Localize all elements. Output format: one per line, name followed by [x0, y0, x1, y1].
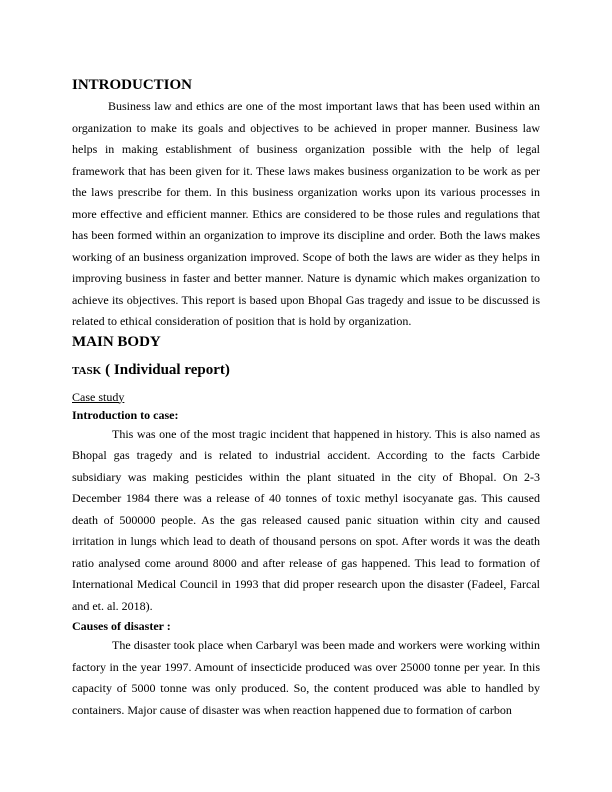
intro-case-heading: Introduction to case: [72, 407, 179, 422]
task-label: TASK [72, 364, 102, 377]
page-content [72, 76, 540, 721]
causes-paragraph: The disaster took place when Carbaryl was been made and workers were working within factory in the year 1997. Amount of insecticide produced was over 25000 tonne per year. In this capacity of 5000 tonne was only produced. So, the content produced was able to handled by containers. Major cause of disaster was when reaction happened due to formation of carbon [72, 638, 540, 717]
intro-case-paragraph: This was one of the most tragic incident that happened in history. This is also named as Bhopal gas tragedy and is related to industrial accident. According to the facts Carbide subsidiary was making pesticides within the plant situated in the city of Bhopal. On 2-3 December 1984 there was a release of 40 tonnes of toxic methyl isocyanate gas. This caused death of 500000 people. As the gas released caused panic situation within city and caused irritation in lungs which lead to death of thousand persons on spot. After words it was the death ratio analysed come around 8000 and after release of gas happened. This lead to formation of International Medical Council in 1993 that did proper research upon the disaster (Fadeel, Farcal and et. al. 2018). [72, 426, 540, 613]
main-body-heading: MAIN BODY [72, 333, 161, 350]
causes-heading: Causes of disaster : [72, 619, 171, 633]
introduction-paragraph: Business law and ethics are one of the most important laws that has been used within an organization to make its goals and objectives to be achieved in proper manner. Business law helps in making establishment of business organization possible with the help of legal framework that has been given for it. These laws makes business organization to be work as per the laws prescribe for them. In this business organization works upon its various processes in more effective and efficient manner. Ethics are considered to be those rules and regulations that has been formed within an organization to improve its discipline and order. Both the laws makes working of an business organization improved. Scope of both the laws are wider as they helps in improving business in faster and better manner. Nature is dynamic which makes organization to achieve its objectives. This report is based upon Bhopal Gas tragedy and issue to be discussed is related to ethical consideration of position that is hold by organization. [72, 99, 540, 328]
introduction-heading: INTRODUCTION [72, 77, 193, 93]
case-study-label: Case study [72, 389, 125, 404]
task-heading [72, 361, 540, 380]
task-title: ( Individual report) [105, 361, 230, 378]
